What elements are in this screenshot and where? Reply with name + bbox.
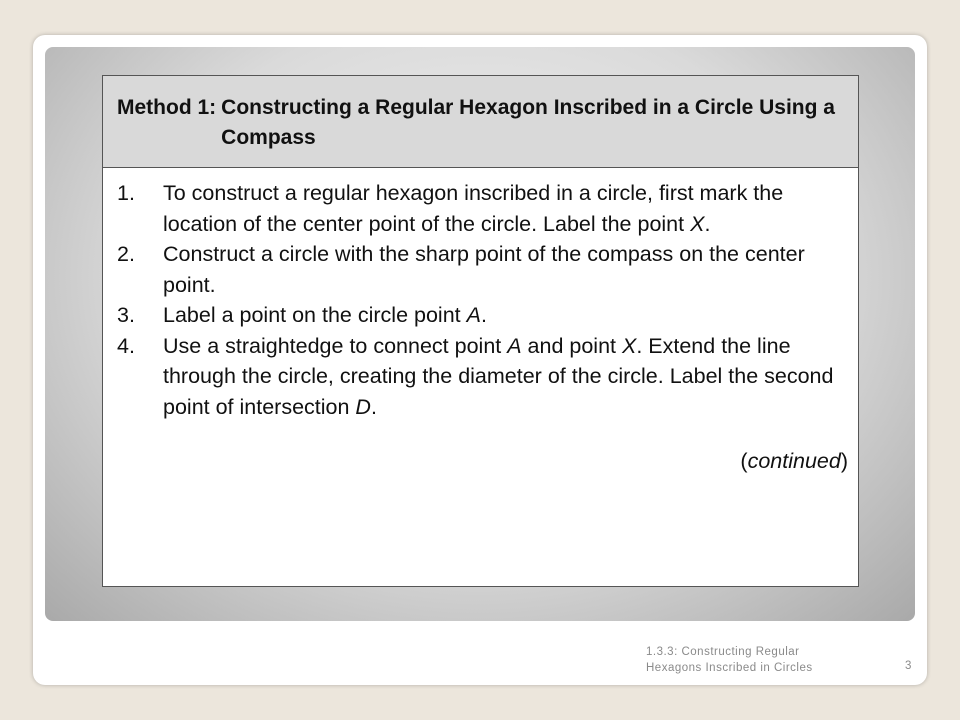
table-body [103, 168, 858, 477]
footer-line: Hexagons Inscribed in Circles [646, 662, 813, 674]
step-number: 1. [117, 181, 135, 205]
step-number: 3. [117, 303, 135, 327]
continued-note: (continued) [740, 449, 848, 473]
footer-title [646, 644, 846, 676]
step-text: To construct a regular hexagon inscribed in a circle, first mark the location of the center point of the circle. Label the point X. [163, 181, 784, 236]
step-number: 2. [117, 242, 135, 266]
page-number: 3 [905, 660, 912, 672]
step-text: Construct a circle with the sharp point of the compass on the center point. [163, 242, 805, 297]
method-table [102, 75, 859, 587]
step-text: Label a point on the circle point A. [163, 303, 487, 327]
step-text: Use a straightedge to connect point A and point X. Extend the line through the circle, creating the diameter of the circle. Label the second point of intersection D. [163, 333, 834, 419]
method-label: Method 1: [117, 96, 217, 119]
step-item [117, 300, 848, 331]
footer-line: 1.3.3: Constructing Regular [646, 646, 800, 658]
step-item [117, 331, 848, 423]
table-header [103, 76, 858, 168]
step-number: 4. [117, 333, 135, 358]
method-title: Constructing a Regular Hexagon Inscribed in a Circle Using a Compass [221, 96, 835, 149]
step-item [117, 178, 848, 239]
step-item [117, 239, 848, 300]
